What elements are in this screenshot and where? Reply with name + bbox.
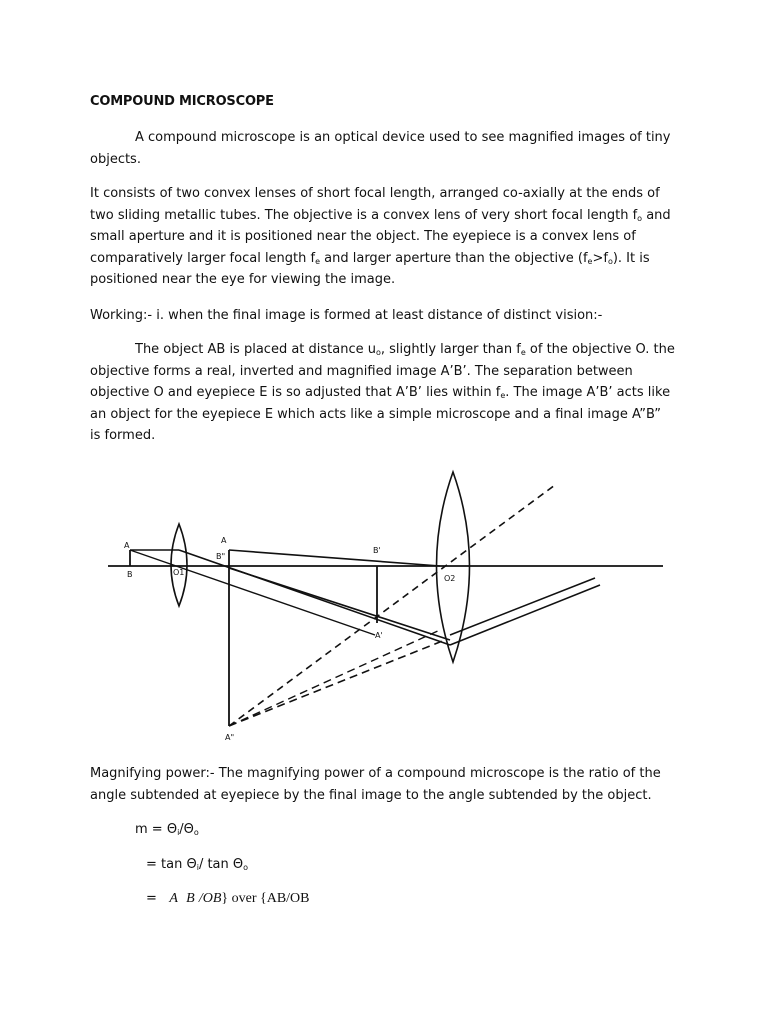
label-O2: O2 bbox=[444, 574, 456, 583]
label-B-final: B" bbox=[216, 552, 226, 561]
intro-paragraph: A compound microscope is an optical device used to see magnified images of tiny objects. bbox=[90, 130, 671, 167]
equation-2: = $\tan \Theta_i/$ $\tan \Theta_o$ bbox=[146, 857, 249, 872]
label-B: B bbox=[127, 570, 133, 579]
label-A-double-prime: A" bbox=[225, 733, 235, 742]
label-O1: O1 bbox=[173, 568, 185, 577]
ray-diagram bbox=[100, 460, 670, 760]
equation-3: = A B /OB} over {AB/OB bbox=[146, 891, 310, 906]
page-title: COMPOUND MICROSCOPE bbox=[90, 94, 274, 109]
label-A-final: A bbox=[221, 536, 227, 545]
label-A: A bbox=[124, 541, 130, 550]
label-A-prime: A' bbox=[375, 631, 383, 640]
equation-1: $m = \Theta_i/\Theta_o$ bbox=[135, 822, 199, 837]
magnifying-paragraph: Magnifying power:- The magnifying power of a compound microscope is the ratio of the angle subtended at eyepiece by the final image to the angle subtended by the object. bbox=[90, 766, 661, 803]
working-paragraph: The object AB is placed at distance $u_o$, slightly larger than $f_e$ of the objective O. the objective forms a real, inverted and magnified image A’B’. The separation between objective O and eyepiece E is so adjusted that A’B’ lies within $f_e$. The image A’B’ acts like an object for the eyepiece E which acts like a simple microscope and a final image A”B” is formed. bbox=[90, 342, 675, 444]
working-heading: Working:- i. when the final image is formed at least distance of distinct vision:- bbox=[90, 308, 603, 323]
label-B-prime: B' bbox=[373, 546, 381, 555]
construction-paragraph: It consists of two convex lenses of short focal length, arranged co-axially at the ends of two sliding metallic tubes. The objective is a convex lens of very short focal length $f_o$ and small aperture and it is positioned near the object. The eyepiece is a convex lens of comparatively larger focal length $f_e$ and larger aperture than the objective $(f_e>f_o)$. It is positioned near the eye for viewing the image. bbox=[90, 186, 671, 288]
